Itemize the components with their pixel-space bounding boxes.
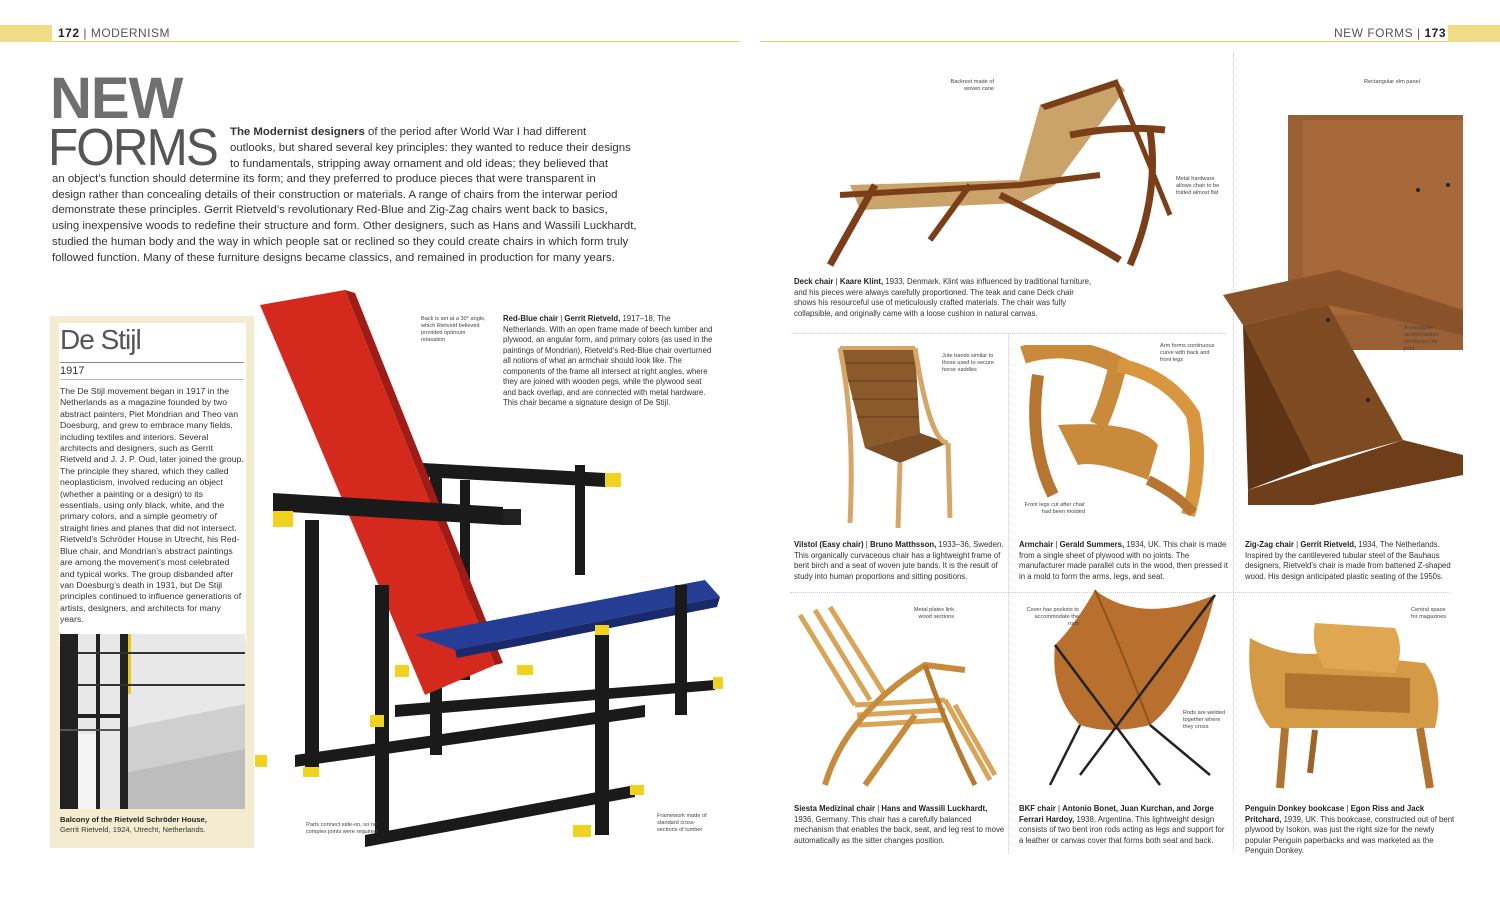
header-bar-left [0,25,52,42]
title-line-1: NEW [50,66,183,131]
deck-designer: Kaare Klint, [839,277,884,286]
title-line-2: FORMS [48,119,217,177]
vilstol-name: Vilstol (Easy chair) [794,540,864,549]
penguin-designer: Egon Riss and Jack Pritchard, [1245,804,1425,824]
balcony-caption [60,815,250,835]
siesta-caption: Siesta Medizinal chair | Hans and Wassili Luckhardt, 1936, Germany. This chair has a carefully balanced mechanism that enables the back, seat, and leg rest to move automatically as the sitter changes position. [794,804,1005,845]
zigzag-designer: Gerrit Rietveld, [1300,540,1357,549]
note-bkf-rods: Rods are welded together where they cross [1183,710,1225,730]
intro-line-9: followed function. Many of these furniture designs became classics, and remained in production for many years. [52,252,615,264]
penguin-name: Penguin Donkey bookcase [1245,804,1345,813]
penguin-bookcase-image [1245,618,1450,793]
red-blue-designer: Gerrit Rietveld, [564,314,621,323]
de-stijl-rule-2 [60,379,244,380]
red-blue-name: Red-Blue chair [503,314,559,323]
zigzag-caption: Zig-Zag chair | Gerrit Rietveld, 1934, The Netherlands. Inspired by the cantilevered tubular steel of the Bauhaus designers, Rietveld’s chair is made from battened Z-shaped wood. His design anticipated plastic seating of the 1950s. [1245,540,1451,581]
intro-line-6: demonstrate these principles. Gerrit Rietveld’s revolutionary Red-Blue and Zig-Zag chairs went back to basics, [52,204,608,216]
balcony-caption-text: Gerrit Rietveld, 1924, Utrecht, Netherlands. [60,825,206,834]
intro-line-8: studied the human body and the way in which people sat or reclined so they could create chairs in which form truly [52,236,629,248]
intro-line-4: an object’s function should determine its form; and they preferred to produce pieces that were transparent in [52,173,596,185]
note-penguin-space: Central space for magazines [1411,607,1447,620]
intro-line-7: using inexpensive woods to redefine their structure and form. Other designers, such as Hans and Wassili Luckhardt, [52,220,637,232]
vilstol-caption: Vilstol (Easy chair) | Bruno Matthsson, 1933–36, Sweden. This organically curvaceous chair has a lightweight frame of bent birch and a seat of woven jute bands. It is the result of study into human proportions and sitting positions. [794,540,1004,581]
bkf-name: BKF chair [1019,804,1056,813]
divider-col-1 [1008,333,1009,853]
intro-line-1: The Modernist designers of the period after World War I had different [230,126,587,138]
right-running-head: NEW FORMS | 173 [1334,26,1446,40]
armchair-caption: Armchair | Gerald Summers, 1934, UK. This chair is made from a single sheet of plywood with no joints. The manufacturer made parallel cuts in the wood, then pressed it in a mold to form the arms, legs, and seat. [1019,540,1228,581]
header-rule-left [52,41,740,42]
vilstol-image [830,343,960,533]
note-red-blue-frame: Framework made of standard cross-sections of lumber [657,813,707,833]
intro-line-2: outlooks, but shared several key principles: they wanted to reduce their designs [230,142,631,154]
header-rule-right [760,41,1448,42]
balcony-photo [60,634,245,809]
header-bar-right [1448,25,1500,42]
balcony-caption-title: Balcony of the Rietveld Schröder House, [60,815,207,824]
note-siesta-plates: Metal plates link wood sections [913,607,954,620]
de-stijl-body: The De Stijl movement began in 1917 in the Netherlands as a magazine founded by two abstract painters, Piet Mondrian and Theo van Doesburg, and grew to embrace many fields, including textiles and interiors. Several architects and designers, such as Gerrit Rietveld and J. J. P. Oud, later joined the group. The principle they shared, which they called neoplasticism, involved reducing an object (whether a painting or a design) to its essentials, using only black, white, and the primary colors, and a simple geometry of straight lines and planes that did not intersect. Rietveld’s Schröder House in Utrecht, his Red-Blue chair, and Mondrian’s abstract paintings are among the movement’s most celebrated and typical works. The group disbanded after van Doesburg’s death in 1931, but De Stijl principles continued to influence generations of artists, designers, and architects for many years. [60,386,244,625]
intro-line-5: design rather than concealing details of their construction or materials. A range of chairs from the interwar period [52,189,618,201]
note-zigzag-panel: Rectangular elm panel [1364,79,1420,85]
deck-caption: Deck chair | Kaare Klint, 1933, Denmark. Klint was influenced by traditional furniture, and his pieces were always carefully proportioned. The teak and cane Deck chair shows his resourceful use of meticulously crafted materials. The chair was fully collapsible, and originally came with a loose cushion in natural canvas. [794,277,1092,318]
siesta-chair-image [795,605,1000,795]
left-section-title: MODERNISM [90,26,170,40]
armchair-image [1018,345,1218,525]
note-vilstol-jute: Jute bands similar to those used to secure horse saddles [942,353,994,373]
de-stijl-year: 1917 [60,365,85,377]
bkf-caption: BKF chair | Antonio Bonet, Juan Kurchan, and Jorge Ferrari Hardoy, 1938, Argentina. This lightweight design consists of two bent iron rods acting as legs and support for a leather or canvas cover that forms both seat and back. [1019,804,1225,845]
balcony-photo-art [60,634,245,809]
zigzag-name: Zig-Zag chair [1245,540,1294,549]
vilstol-designer: Bruno Matthsson, [869,540,937,549]
note-armchair-arms: Arm forms continuous curve with back and front legs [1160,343,1215,363]
note-red-blue-back: Back is set at a 30° angle, which Rietveld believed provided optimum relaxation [421,316,486,343]
deck-name: Deck chair [794,277,834,286]
siesta-name: Siesta Medizinal chair [794,804,876,813]
zigzag-chair-image [1218,110,1468,535]
bkf-designer: Antonio Bonet, Juan Kurchan, and Jorge Ferrari Hardoy, [1019,804,1214,824]
intro-line-3: to fundamentals, stripping away ornament and old ideas; they believed that [230,158,609,170]
note-armchair-legs: Front legs cut after chair had been molded [1024,502,1085,515]
intro-lead: The Modernist designers [230,126,365,138]
note-red-blue-parts: Parts connect side-on, so no complex joints were required [305,822,377,835]
de-stijl-rule [60,362,244,363]
armchair-name: Armchair [1019,540,1054,549]
note-deck-back: Backrest made of woven cane [950,79,994,92]
penguin-caption: Penguin Donkey bookcase | Egon Riss and Jack Pritchard, 1939, UK. This bookcase, constructed out of bent plywood by Isokon, was just the right size for the newly popular Penguin paperbacks and was marketed as the Penguin Donkey. [1245,804,1455,855]
right-page-number: 173 [1424,26,1446,40]
note-bkf-cover: Cover has pockets to accommodate the rods [1026,607,1079,627]
note-zigzag-batten: A triangular-section batten reinforces the joint [1404,325,1439,352]
left-page-number: 172 [58,26,80,40]
red-blue-caption: Red-Blue chair | Gerrit Rietveld, 1917–18, The Netherlands. With an open frame made of beech lumber and plywood, an angular form, and primary colors (as used in the paintings of Mondrian), Rietveld’s Red-Blue chair overturned all notions of what an armchair should look like. The components of the frame all intersect at right angles, where they are joined with wooden pegs, while the plywood seat and back overlap, and are connected with metal hardware. This chair became a signature design of De Stijl. [503,314,713,407]
left-running-head: 172 | MODERNISM [58,26,170,40]
note-deck-metal: Metal hardware allows chair to be folded almost flat [1176,176,1220,196]
deck-chair-image [820,75,1200,270]
de-stijl-title: De Stijl [60,324,141,355]
siesta-designer: Hans and Wassili Luckhardt, [881,804,988,813]
right-section-title: NEW FORMS [1334,26,1414,40]
armchair-designer: Gerald Summers, [1059,540,1125,549]
